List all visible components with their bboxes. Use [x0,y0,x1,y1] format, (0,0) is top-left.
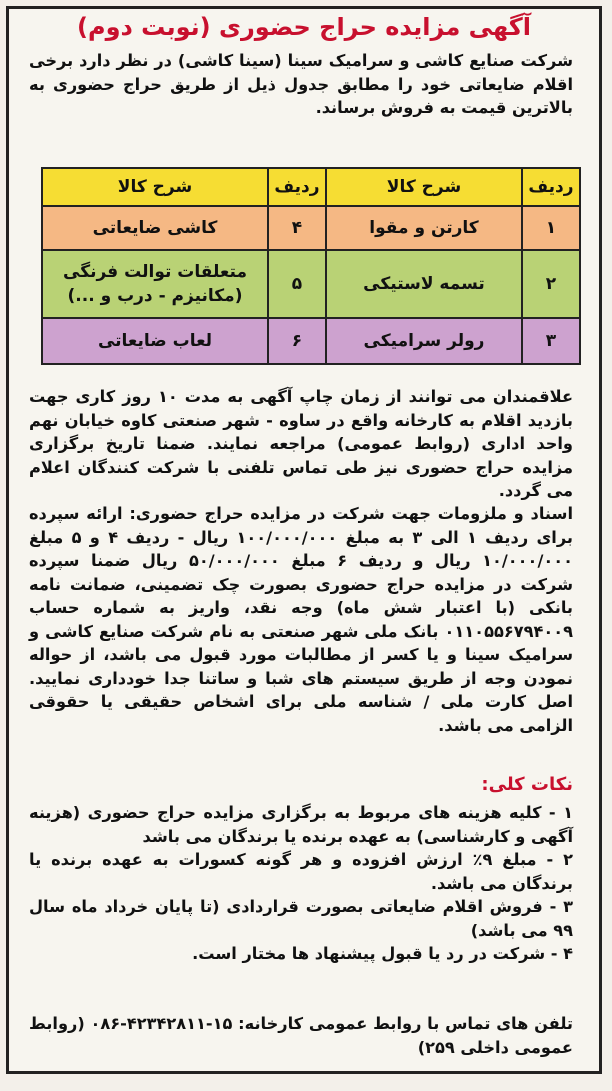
row-number: ۵ [268,250,326,318]
item-description: کاشی ضایعاتی [42,206,268,250]
header-description: شرح کالا [326,168,522,206]
header-description: شرح کالا [42,168,268,206]
table-row [42,318,580,364]
note-item: ۴ - شرکت در رد یا قبول پیشنهاد ها مختار است. [192,944,573,963]
notes-heading: نکات کلی: [481,774,573,795]
intro-paragraph: شرکت صنایع کاشی و سرامیک سینا (سینا کاشی) در نظر دارد برخی اقلام ضایعاتی خود را مطابق جدول ذیل از طریق حراج حضوری به بالاترین قیمت به فروش برساند. [29,51,573,117]
ad-frame [6,6,602,1074]
note-item: ۲ - مبلغ ۹٪ ارزش افزوده و هر گونه کسورات به عهده برنده یا برندگان می باشد. [29,850,574,893]
note-item: ۱ - کلیه هزینه های مربوط به برگزاری مزایده حراج حضوری (هزینه آگهی و کارشناسی) به عهده برنده یا برندگان می باشد [29,803,573,846]
table-header-row [42,168,580,206]
row-number: ۱ [522,206,580,250]
items-table [41,167,581,365]
item-description: رولر سرامیکی [326,318,522,364]
note-item: ۳ - فروش اقلام ضایعاتی بصورت قراردادی (تا پایان خرداد ماه سال ۹۹ می باشد) [29,897,573,940]
item-description: متعلقات توالت فرنگی (مکانیزم - درب و ...) [42,250,268,318]
row-number: ۶ [268,318,326,364]
table-row [42,206,580,250]
table-row [42,250,580,318]
page-title: آگهی مزایده حراج حضوری (نوبت دوم) [77,13,531,41]
visit-paragraph: علاقمندان می توانند از زمان چاپ آگهی به مدت ۱۰ روز کاری جهت بازدید اقلام به کارخانه واقع در ساوه - شهر صنعتی کاوه خیابان نهم واحد اداری (روابط عمومی) مراجعه نمایند. ضمنا تاریخ برگزاری مزایده حراج حضوری نیز طی تماس تلفنی با شرکت کنندگان اعلام می گردد. [29,387,573,500]
header-row-number: ردیف [522,168,580,206]
requirements-paragraph: اسناد و ملزومات جهت شرکت در مزایده حراج حضوری: ارائه سپرده برای ردیف ۱ الی ۳ به مبلغ ۱۰۰/۰۰۰/۰۰۰ ریال - ردیف ۴ و ۵ مبلغ ۱۰/۰۰۰/۰۰۰ ریال و ردیف ۶ مبلغ ۵۰/۰۰۰/۰۰۰ ریال ضمنا سپرده شرکت در مزایده حراج حضوری بصورت چک تضمینی، ضمانت نامه بانکی (با اعتبار شش ماه) وجه نقد، واریز به شماره حساب ۰۱۱۰۵۵۶۷۹۴۰۰۹ بانک ملی شهر صنعتی به نام شرکت صنایع کاشی و سرامیک سینا و یا کسر از مطالبات مورد قبول می باشد، از حواله نمودن وجه از طریق سیستم های شبا و ساتنا جدا خودداری نمایید. اصل کارت ملی / شناسه ملی برای اشخاص حقیقی یا حقوقی الزامی می باشد. [29,504,573,735]
item-description: کارتن و مقوا [326,206,522,250]
row-number: ۲ [522,250,580,318]
item-description: تسمه لاستیکی [326,250,522,318]
item-description: لعاب ضایعاتی [42,318,268,364]
row-number: ۴ [268,206,326,250]
contact-phone: تلفن های تماس با روابط عمومی کارخانه: ۱۵-۴۲۳۴۲۸۱۱-۰۸۶ (روابط عمومی داخلی ۲۵۹) [29,1014,574,1057]
notes-list [29,801,573,966]
header-row-number: ردیف [268,168,326,206]
row-number: ۳ [522,318,580,364]
